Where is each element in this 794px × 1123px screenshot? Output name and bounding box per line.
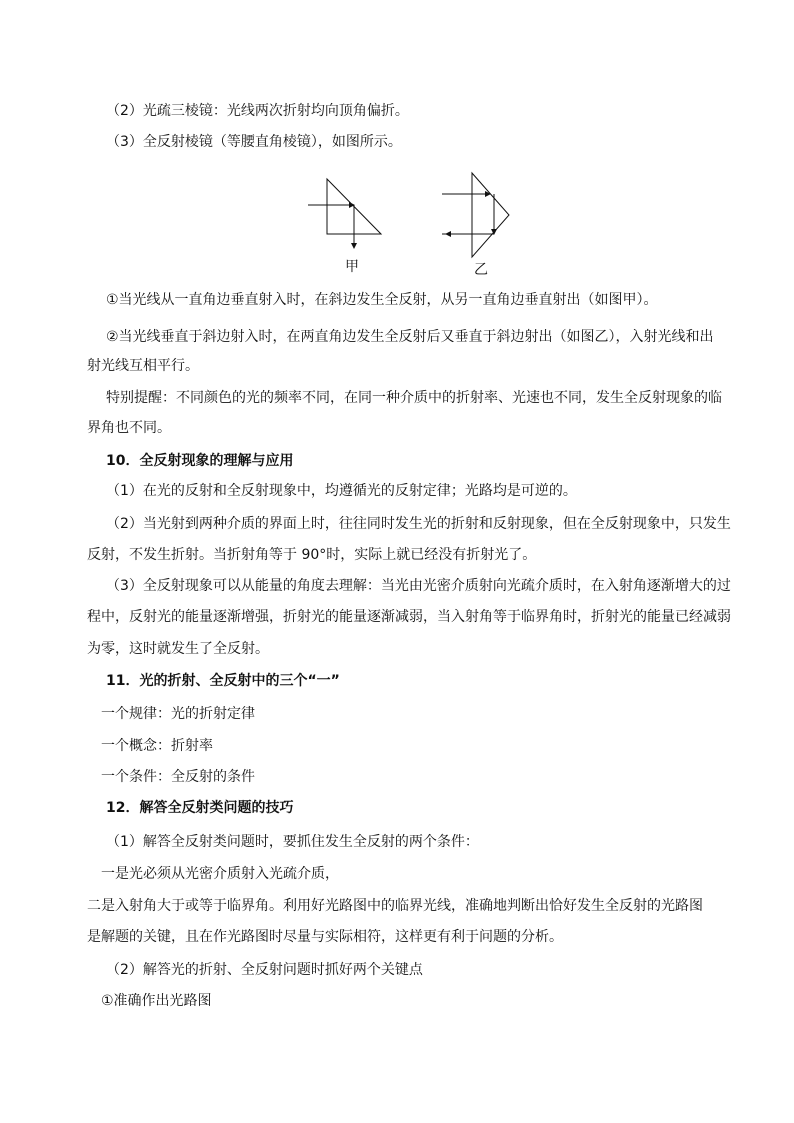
text-line-11-condition: 一个条件：全反射的条件 [101, 769, 255, 785]
text-line-11-law: 一个规律：光的折射定律 [101, 706, 255, 722]
text-line-10-1: （1）在光的反射和全反射现象中，均遵循光的反射定律；光路均是可逆的。 [106, 483, 577, 499]
text-line-11-concept: 一个概念：折射率 [101, 738, 213, 754]
prism-b [442, 173, 509, 257]
prism-figure [300, 168, 520, 278]
section-heading-12: 12．解答全反射类问题的技巧 [106, 800, 294, 816]
text-line-12-cond-a: 一是光必须从光密介质射入光疏介质， [101, 866, 339, 882]
section-heading-10: 10．全反射现象的理解与应用 [106, 453, 294, 469]
text-line-10-3-cont2: 为零，这时就发生了全反射。 [87, 641, 269, 657]
text-line-prism-total: （3）全反射棱镜（等腰直角棱镜），如图所示。 [106, 134, 402, 150]
text-line-12-cond-b: 二是入射角大于或等于临界角。利用好光路图中的临界光线，准确地判断出恰好发生全反射的光路图 [87, 898, 703, 914]
text-line-reminder: 特别提醒：不同颜色的光的频率不同，在同一种介质中的折射率、光速也不同，发生全反射现象的临 [106, 390, 722, 406]
section-heading-11: 11．光的折射、全反射中的三个“一” [106, 673, 340, 689]
text-line-10-2-cont: 反射，不发生折射。当折射角等于 90°时，实际上就已经没有折射光了。 [87, 547, 537, 563]
prism-a [308, 179, 381, 248]
text-line-10-3: （3）全反射现象可以从能量的角度去理解：当光由光密介质射向光疏介质时，在入射角逐渐增大的过 [106, 578, 731, 594]
text-line-prism-sparse: （2）光疏三棱镜：光线两次折射均向顶角偏折。 [106, 103, 409, 119]
text-line-case-b-cont: 射光线互相平行。 [87, 358, 199, 374]
figure-label-a: 甲 [345, 259, 359, 275]
text-line-12-cond-b-cont: 是解题的关键，且在作光路图时尽量与实际相符，这样更有利于问题的分析。 [87, 929, 563, 945]
text-line-12-1: （1）解答全反射类问题时，要抓住发生全反射的两个条件： [106, 834, 479, 850]
text-line-10-2: （2）当光射到两种介质的界面上时，往往同时发生光的折射和反射现象，但在全反射现象中，只发生 [106, 516, 731, 532]
text-line-reminder-cont: 界角也不同。 [87, 420, 171, 436]
text-line-12-2: （2）解答光的折射、全反射问题时抓好两个关键点 [106, 962, 423, 978]
text-line-12-2-point1: ①准确作出光路图 [101, 993, 212, 1009]
text-line-10-3-cont1: 程中，反射光的能量逐渐增强，折射光的能量逐渐减弱，当入射角等于临界角时，折射光的能量已经减弱 [87, 609, 731, 625]
text-line-case-b: ②当光线垂直于斜边射入时，在两直角边发生全反射后又垂直于斜边射出（如图乙），入射光线和出 [106, 329, 714, 345]
figure-label-b: 乙 [474, 262, 488, 278]
text-line-case-a: ①当光线从一直角边垂直射入时，在斜边发生全反射，从另一直角边垂直射出（如图甲）。 [106, 292, 658, 308]
